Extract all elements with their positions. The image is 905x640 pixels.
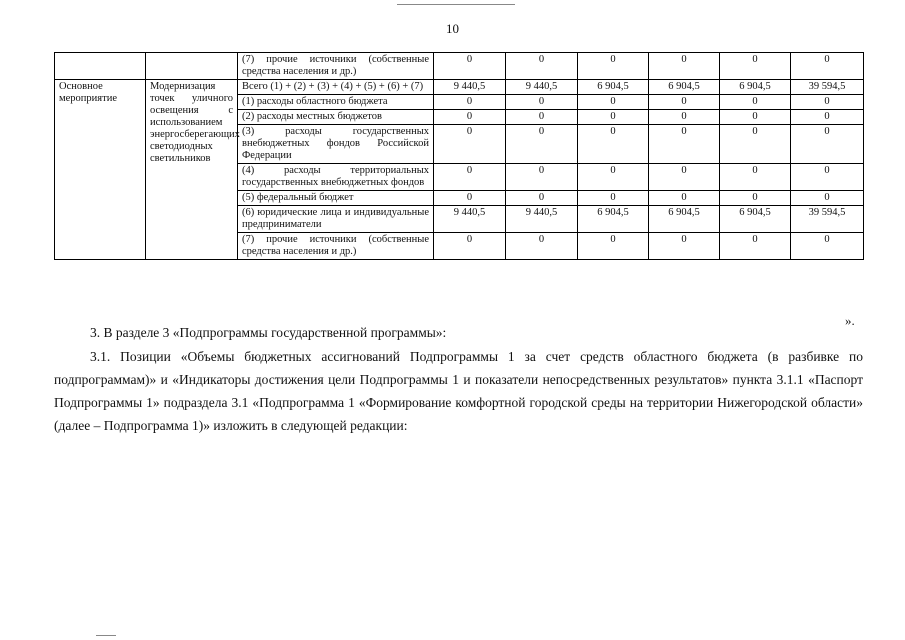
value-cell: 9 440,5 [434,80,506,95]
source-cell: (3) расходы государственных внебюджетных фондов Российской Федерации [238,125,434,164]
value-cell: 0 [578,53,649,80]
value-cell: 0 [578,125,649,164]
source-cell: (4) расходы территориальных государственных внебюджетных фондов [238,164,434,191]
value-cell: 0 [649,233,720,260]
value-cell: 0 [506,125,578,164]
table-row-continued [55,53,864,80]
value-cell: 0 [791,95,864,110]
footer-rule [96,635,116,636]
measure-cell: Модернизация точек уличного освещения с использованием энергосберегающих светодиодных светильников [146,80,238,260]
value-cell: 0 [791,164,864,191]
value-cell: 9 440,5 [506,206,578,233]
budget-table [54,52,864,260]
source-cell: (7) прочие источники (собственные средства населения и др.) [238,233,434,260]
source-cell: Всего (1) + (2) + (3) + (4) + (5) + (6) + (7) [238,80,434,95]
value-cell: 0 [578,191,649,206]
value-cell: 0 [649,95,720,110]
value-cell: 0 [720,110,791,125]
section-heading: 3. В разделе 3 «Подпрограммы государственной программы»: [90,325,447,340]
value-cell: 0 [791,191,864,206]
value-cell: 0 [434,110,506,125]
value-cell: 0 [720,164,791,191]
category-cell: Основное мероприятие [55,80,146,260]
value-cell: 0 [506,53,578,80]
value-cell: 9 440,5 [506,80,578,95]
header-rule [397,4,515,5]
source-cell: (6) юридические лица и индивидуальные предприниматели [238,206,434,233]
value-cell: 0 [434,164,506,191]
value-cell: 0 [578,233,649,260]
value-cell: 0 [578,110,649,125]
source-cell: (1) расходы областного бюджета [238,95,434,110]
value-cell: 0 [791,125,864,164]
empty-cell [146,53,238,80]
empty-cell [55,53,146,80]
value-cell: 0 [434,233,506,260]
value-cell: 0 [649,164,720,191]
value-cell: 0 [649,110,720,125]
value-cell: 6 904,5 [720,206,791,233]
value-cell: 39 594,5 [791,206,864,233]
value-cell: 9 440,5 [434,206,506,233]
value-cell: 0 [578,95,649,110]
value-cell: 0 [506,164,578,191]
value-cell: 0 [720,191,791,206]
value-cell: 0 [506,110,578,125]
value-cell: 0 [506,233,578,260]
closing-quote: ». [845,313,855,328]
value-cell: 0 [649,53,720,80]
value-cell: 0 [720,125,791,164]
value-cell: 0 [791,110,864,125]
value-cell: 0 [506,95,578,110]
value-cell: 0 [791,53,864,80]
page-number: 10 [446,21,459,36]
value-cell: 0 [434,191,506,206]
budget-table-body [55,53,864,260]
value-cell: 0 [434,53,506,80]
value-cell: 6 904,5 [578,80,649,95]
source-cell: (2) расходы местных бюджетов [238,110,434,125]
source-cell: (5) федеральный бюджет [238,191,434,206]
value-cell: 0 [434,95,506,110]
value-cell: 0 [791,233,864,260]
value-cell: 6 904,5 [720,80,791,95]
value-cell: 0 [649,191,720,206]
value-cell: 0 [720,53,791,80]
value-cell: 39 594,5 [791,80,864,95]
body-paragraph: 3.1. Позиции «Объемы бюджетных ассигнований Подпрограммы 1 за счет средств областного бюджета (в разбивке по подпрограммам)» и «Индикаторы достижения цели Подпрограммы 1 и показатели непосредственных результатов» пункта 3.1.1 «Паспорт Подпрограммы 1» подраздела 3.1 «Подпрограмма 1 «Формирование комфортной городской среды на территории Нижегородской области» (далее – Подпрограмма 1)» изложить в следующей редакции: [54,349,863,433]
value-cell: 0 [720,95,791,110]
value-cell: 0 [434,125,506,164]
value-cell: 0 [649,125,720,164]
value-cell: 6 904,5 [649,206,720,233]
value-cell: 0 [506,191,578,206]
table-row [55,80,864,95]
value-cell: 6 904,5 [578,206,649,233]
source-cell: (7) прочие источники (собственные средства населения и др.) [238,53,434,80]
value-cell: 6 904,5 [649,80,720,95]
value-cell: 0 [578,164,649,191]
value-cell: 0 [720,233,791,260]
